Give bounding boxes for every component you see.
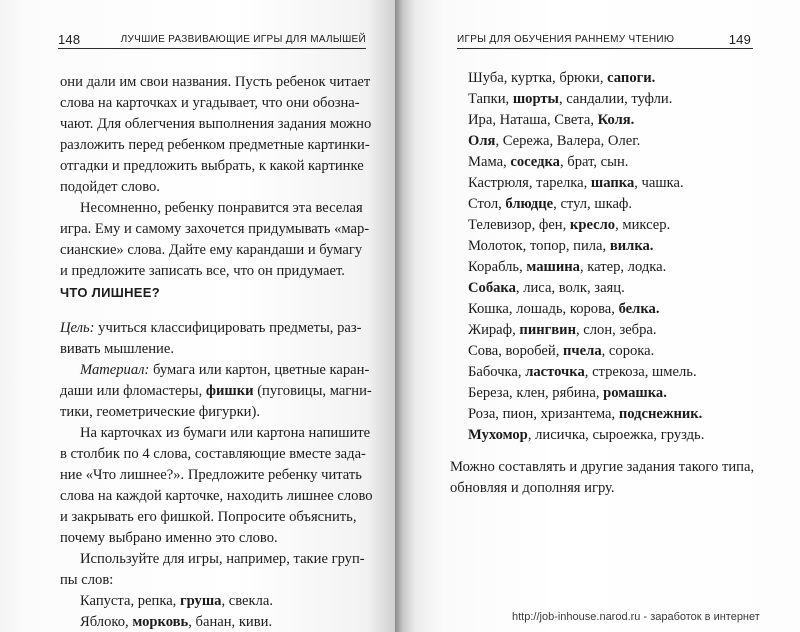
word-group-line (468, 427, 704, 444)
bold-segment: ромашка. (603, 385, 667, 401)
segment: Капуста, репка, (80, 593, 180, 609)
body-line: слова на карточках и угадывает, что они обозна- (60, 95, 360, 111)
right-page-number: 149 (728, 32, 751, 47)
body-line: слова на каждой карточке, находить лишнее слово (60, 488, 373, 504)
word-group-line (468, 217, 670, 234)
bold-segment: шапка (590, 175, 635, 191)
segment: Кошка, лошадь, корова, (468, 301, 619, 317)
segment: Сова, воробей, (468, 343, 564, 359)
left-running-head: ЛУЧШИЕ РАЗВИВАЮЩИЕ ИГРЫ ДЛЯ МАЛЫШЕЙ (120, 34, 366, 45)
segment: , стул, шкаф. (553, 196, 633, 212)
segment: , Сережа, Валера, Олег. (495, 133, 641, 149)
body-line: в столбик по 4 слова, составляющие вместе зада- (60, 446, 366, 462)
word-group-line (468, 280, 625, 297)
body-line: и закрывать его фишкой. Попросите объяснить, (60, 509, 357, 525)
bold-segment: пингвин (519, 322, 576, 338)
body-line: тики, геометрические фигурки). (60, 404, 260, 420)
word-group-line (468, 154, 628, 171)
word-group-line (468, 238, 653, 255)
right-page (395, 0, 800, 632)
bold-segment: кресло (569, 217, 616, 233)
goal-label: Цель: (60, 320, 95, 336)
body-line: пы слов: (60, 572, 114, 588)
word-group-line (468, 343, 654, 360)
bold-segment: ласточка (525, 364, 585, 380)
word-group-line (468, 196, 632, 213)
word-group-line (468, 259, 666, 276)
body-line: На карточках из бумаги или картона напишите (80, 425, 371, 441)
material-text: бумага или картон, цветные каран- (149, 362, 370, 378)
segment: Яблоко, (80, 614, 133, 630)
word-group-line (468, 322, 657, 339)
footer-watermark: http://job-inhouse.narod.ru - заработок в интернет (512, 611, 760, 623)
bold-segment: машина (526, 259, 580, 275)
body-line: и предложите записать все, что он придумает. (60, 263, 345, 279)
left-header (58, 30, 366, 49)
bold-segment: шорты (512, 91, 559, 107)
bold-segment: груша (179, 593, 222, 609)
segment: Телевизор, фен, (468, 217, 570, 233)
segment: Береза, клен, рябина, (468, 385, 604, 401)
example-line (80, 593, 273, 610)
goal-line (60, 320, 361, 337)
section-heading: ЧТО ЛИШНЕЕ? (60, 285, 160, 300)
word-group-line (468, 301, 659, 318)
segment: (пуговицы, магни- (253, 383, 372, 399)
segment: , катер, лодка. (579, 259, 667, 275)
material-line (80, 362, 369, 379)
segment: Тапки, (468, 91, 513, 107)
body-line: сианские» слова. Дайте ему карандаши и бумагу (60, 242, 363, 258)
segment: , сандалии, туфли. (558, 91, 673, 107)
segment: Шуба, куртка, брюки, (468, 70, 608, 86)
body-line: игра. Ему и самому захочется придумывать «мар- (60, 221, 370, 237)
segment: , лисичка, сыроежка, груздь. (527, 427, 705, 443)
bold-segment: пчела (563, 343, 602, 359)
body-line (60, 383, 372, 400)
word-group-line (468, 364, 697, 381)
bold-segment: морковь (132, 614, 189, 630)
word-group-line (468, 406, 702, 423)
bold-segment: Собака (468, 280, 516, 296)
body-line: Несомненно, ребенку понравится эта веселая (80, 200, 363, 216)
segment: , брат, сын. (559, 154, 629, 170)
segment: , чашка. (634, 175, 684, 191)
bold-segment: фишки (205, 383, 254, 399)
bold-segment: Коля. (597, 112, 635, 128)
bold-segment: вилка. (609, 238, 654, 254)
segment: Жираф, (468, 322, 520, 338)
bold-segment: сапоги. (607, 70, 656, 86)
segment: Молоток, топор, пила, (468, 238, 610, 254)
segment: Ира, Наташа, Света, (468, 112, 598, 128)
segment: , свекла. (221, 593, 273, 609)
closing-line: Можно составлять и другие задания такого типа, (450, 459, 755, 475)
word-group-line (468, 133, 640, 150)
body-line: почему выбрано именно это слово. (60, 530, 278, 546)
word-group-line (468, 385, 667, 402)
segment: Роза, пион, хризантема, (468, 406, 619, 422)
segment: , слон, зебра. (575, 322, 657, 338)
segment: Стол, (468, 196, 506, 212)
body-line: вивать мышление. (60, 341, 174, 357)
goal-text: учиться классифицировать предметы, раз- (94, 320, 362, 336)
bold-segment: соседка (510, 154, 560, 170)
segment: , лиса, волк, заяц. (515, 280, 625, 296)
segment: , миксер. (615, 217, 671, 233)
right-header (457, 30, 753, 49)
left-page (0, 0, 395, 632)
segment: Кастрюля, тарелка, (468, 175, 591, 191)
body-line: отгадки и предложить выбрать, к какой картинке (60, 158, 364, 174)
bold-segment: блюдце (505, 196, 554, 212)
segment: Мама, (468, 154, 511, 170)
segment: , стрекоза, шмель. (584, 364, 697, 380)
body-line: разложить перед ребенком предметные картинки- (60, 137, 370, 153)
body-line: чают. Для облегчения выполнения задания можно (60, 116, 372, 132)
bold-segment: белка. (618, 301, 660, 317)
body-line: Используйте для игры, например, такие груп- (80, 551, 365, 567)
body-line: они дали им свои названия. Пусть ребенок читает (60, 74, 371, 90)
segment: , сорока. (601, 343, 655, 359)
bold-segment: Оля (468, 133, 496, 149)
word-group-line (468, 175, 684, 192)
right-running-head: ИГРЫ ДЛЯ ОБУЧЕНИЯ РАННЕМУ ЧТЕНИЮ (457, 34, 675, 45)
word-group-line (468, 70, 655, 87)
left-page-number: 148 (58, 32, 81, 47)
word-group-line (468, 112, 634, 129)
word-group-line (468, 91, 672, 108)
segment: даши или фломастеры, (60, 383, 206, 399)
segment: Корабль, (468, 259, 527, 275)
body-line: подойдет слово. (60, 179, 160, 195)
example-line (80, 614, 272, 631)
material-label: Материал: (80, 362, 150, 378)
segment: , банан, киви. (188, 614, 273, 630)
body-line: ние «Что лишнее?». Предложите ребенку читать (60, 467, 362, 483)
bold-segment: Мухомор (468, 427, 528, 443)
closing-line: обновляя и дополняя игру. (450, 480, 615, 496)
bold-segment: подснежник. (618, 406, 703, 422)
segment: Бабочка, (468, 364, 526, 380)
